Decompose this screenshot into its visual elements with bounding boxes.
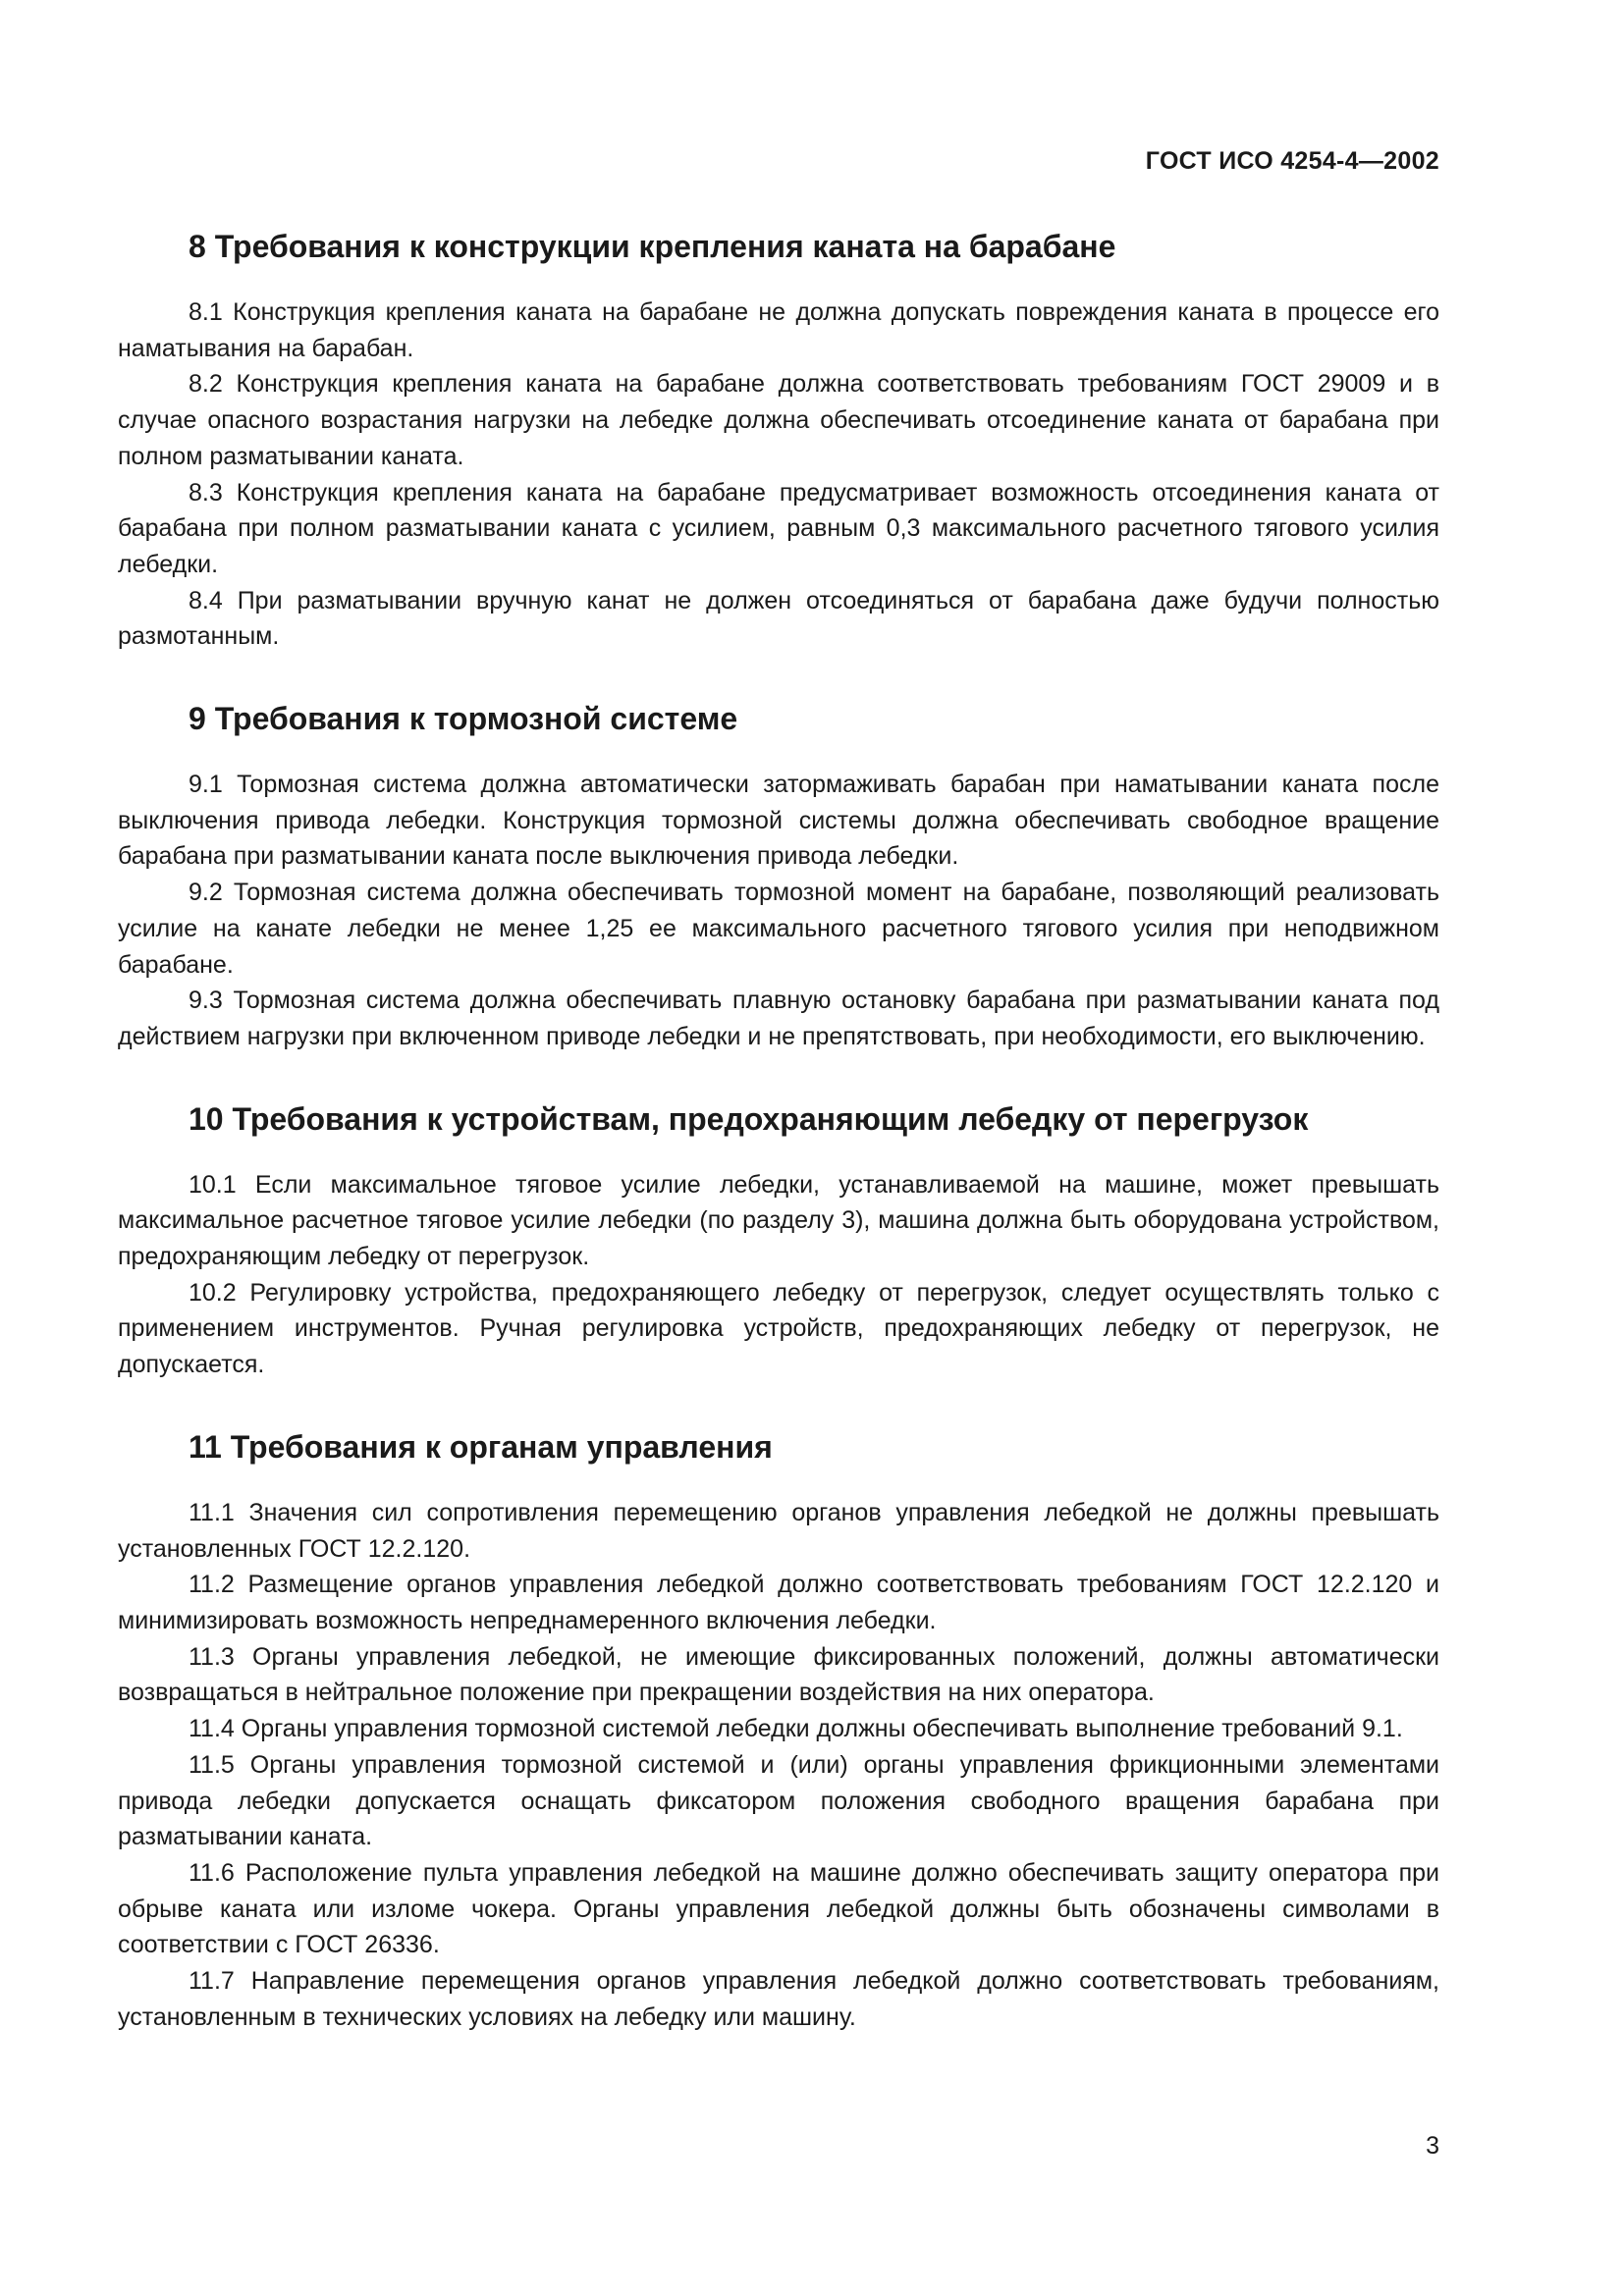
section-title: 9 Требования к тормозной системе bbox=[189, 701, 738, 737]
paragraph-10-1: 10.1 Если максимальное тяговое усилие лебедки, устанавливаемой на машине, может превышать максимальное расчетное тяговое усилие лебедки (по разделу 3), машина должна быть оборудована устройством, предохраняющим лебедку от перегрузок. bbox=[118, 1170, 1439, 1271]
paragraph-11-6: 11.6 Расположение пульта управления лебедкой на машине должно обеспечивать защиту оператора при обрыве каната или изломе чокера. Органы управления лебедкой должны быть обозначены символами в соответствии с ГОСТ 26336. bbox=[118, 1858, 1439, 1959]
section-11 bbox=[118, 1426, 1439, 2036]
paragraph-11-3: 11.3 Органы управления лебедкой, не имеющие фиксированных положений, должны автоматически возвращаться в нейтральное положение при прекращении воздействия на них оператора. bbox=[118, 1642, 1439, 1707]
section-title: 8 Требования к конструкции крепления каната на барабане bbox=[189, 229, 1116, 264]
section-8 bbox=[118, 226, 1439, 655]
paragraph-8-3: 8.3 Конструкция крепления каната на барабане предусматривает возможность отсоединения каната от барабана при полном разматывании каната с усилием, равным 0,3 максимального расчетного тягового усилия лебедки. bbox=[118, 478, 1439, 578]
paragraph-11-5: 11.5 Органы управления тормозной системой и (или) органы управления фрикционными элементами привода лебедки допускается оснащать фиксатором положения свободного вращения барабана при разматывании каната. bbox=[118, 1750, 1439, 1851]
paragraph-8-1: 8.1 Конструкция крепления каната на барабане не должна допускать повреждения каната в процессе его наматывания на барабан. bbox=[118, 298, 1439, 362]
section-9 bbox=[118, 698, 1439, 1055]
document-code-header: ГОСТ ИСО 4254-4—2002 bbox=[1145, 147, 1439, 175]
paragraph-11-1: 11.1 Значения сил сопротивления перемещению органов управления лебедкой не должны превышать установленных ГОСТ 12.2.120. bbox=[118, 1498, 1439, 1563]
paragraph-8-4: 8.4 При разматывании вручную канат не должен отсоединяться от барабана даже будучи полностью размотанным. bbox=[118, 586, 1439, 651]
paragraph-8-2: 8.2 Конструкция крепления каната на барабане должна соответствовать требованиям ГОСТ 29009 и в случае опасного возрастания нагрузки на лебедке должна обеспечивать отсоединение каната от барабана при полном разматывании каната. bbox=[118, 370, 1439, 470]
paragraph-11-7: 11.7 Направление перемещения органов управления лебедкой должно соответствовать требованиям, установленным в технических условиях на лебедку или машину. bbox=[118, 1967, 1439, 2031]
section-10 bbox=[118, 1098, 1439, 1383]
paragraph-9-3: 9.3 Тормозная система должна обеспечивать плавную остановку барабана при разматывании каната под действием нагрузки при включенном приводе лебедки и не препятствовать, при необходимости, его выключению. bbox=[118, 987, 1439, 1050]
page-number: 3 bbox=[1426, 2132, 1439, 2160]
paragraph-9-1: 9.1 Тормозная система должна автоматически затормаживать барабан при наматывании каната после выключения привода лебедки. Конструкция тормозной системы должна обеспечивать свободное вращение барабана при разматывании каната после выключения привода лебедки. bbox=[118, 771, 1439, 871]
section-title: 10 Требования к устройствам, предохраняющим лебедку от перегрузок bbox=[189, 1100, 1309, 1137]
paragraph-11-2: 11.2 Размещение органов управления лебедкой должно соответствовать требованиям ГОСТ 12.2.120 и минимизировать возможность непреднамеренного включения лебедки. bbox=[118, 1571, 1439, 1634]
document-body bbox=[118, 226, 1439, 2035]
paragraph-11-4: 11.4 Органы управления тормозной системой лебедки должны обеспечивать выполнение требований 9.1. bbox=[189, 1715, 1403, 1743]
paragraph-10-2: 10.2 Регулировку устройства, предохраняющего лебедку от перегрузок, следует осуществлять только с применением инструментов. Ручная регулировка устройств, предохраняющих лебедку от перегрузок, не допускается. bbox=[118, 1278, 1439, 1379]
paragraph-9-2: 9.2 Тормозная система должна обеспечивать тормозной момент на барабане, позволяющий реализовать усилие на канате лебедки не менее 1,25 ее максимального расчетного тягового усилия при неподвижном барабане. bbox=[118, 879, 1439, 979]
section-title: 11 Требования к органам управления bbox=[189, 1428, 773, 1465]
